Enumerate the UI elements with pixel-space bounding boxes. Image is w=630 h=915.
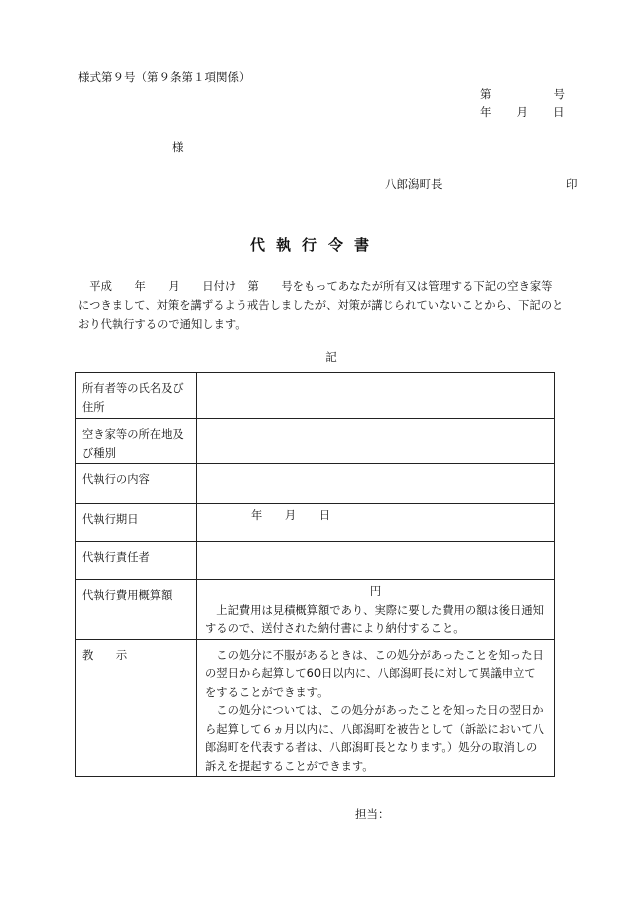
owner-label: 所有者等の氏名及び住所	[76, 373, 197, 419]
cost-label: 代執行費用概算額	[76, 580, 197, 640]
table-row	[76, 373, 555, 419]
table-row	[76, 419, 555, 464]
body-line: おり代執行するので通知します。	[78, 318, 247, 331]
ki-heading: 記	[325, 350, 337, 364]
responsible-value	[197, 542, 555, 580]
addressee: 様	[172, 140, 184, 154]
table-row	[76, 580, 555, 640]
table-row	[76, 639, 555, 777]
seal-mark: 印	[566, 177, 578, 191]
location-value	[197, 419, 555, 464]
period-label: 代執行期日	[76, 504, 197, 542]
period-date: 年 月 日	[251, 509, 331, 522]
location-label: 空き家等の所在地及び種別	[76, 419, 197, 464]
document-number-line	[480, 86, 565, 102]
owner-value	[197, 373, 555, 419]
date-month: 月	[516, 105, 528, 119]
number-suffix: 号	[553, 87, 565, 101]
form-number: 様式第９号（第９条第１項関係）	[78, 70, 251, 84]
table-row	[76, 542, 555, 580]
table-row	[76, 504, 555, 542]
cost-value	[197, 580, 555, 640]
cost-unit: 円	[369, 585, 382, 598]
body-line: 平成 年 月 日付け 第 号をもってあなたが所有又は管理する下記の空き家等	[78, 280, 553, 293]
execution-details-table	[75, 372, 555, 777]
contact-label: 担当：	[355, 807, 390, 821]
responsible-label: 代執行責任者	[76, 542, 197, 580]
document-title: 代執行令書	[249, 236, 380, 254]
notice-body	[78, 277, 598, 334]
cost-note: 上記費用は見積概算額であり、実際に要した費用の額は後日通知するので、送付された納付書により納付すること。	[205, 603, 544, 635]
body-line: につきまして、対策を講ずるよう戒告しましたが、対策が講じられていないことから、下記のと	[78, 299, 564, 312]
table-row	[76, 464, 555, 504]
date-year: 年	[480, 105, 492, 119]
instruction-paragraph-2: この処分については、この処分があったことを知った日の翌日から起算して６ヵ月以内に、八郎潟町を被告として（訴訟において八郎潟町を代表する者は、八郎潟町長となります。）処分の取消しの訴えを提起することができます。	[205, 704, 544, 773]
instruction-label: 教 示	[76, 639, 197, 777]
issue-date-line	[480, 104, 565, 120]
content-label: 代執行の内容	[76, 464, 197, 504]
instruction-value	[197, 639, 555, 777]
date-day: 日	[553, 105, 565, 119]
instruction-paragraph-1: この処分に不服があるときは、この処分があったことを知った日の翌日から起算して60日以内に、八郎潟町長に対して異議申立てをすることができます。	[205, 648, 544, 699]
number-prefix: 第	[480, 87, 492, 101]
content-value	[197, 464, 555, 504]
sender-title: 八郎潟町長	[385, 177, 443, 191]
period-value	[197, 504, 555, 542]
